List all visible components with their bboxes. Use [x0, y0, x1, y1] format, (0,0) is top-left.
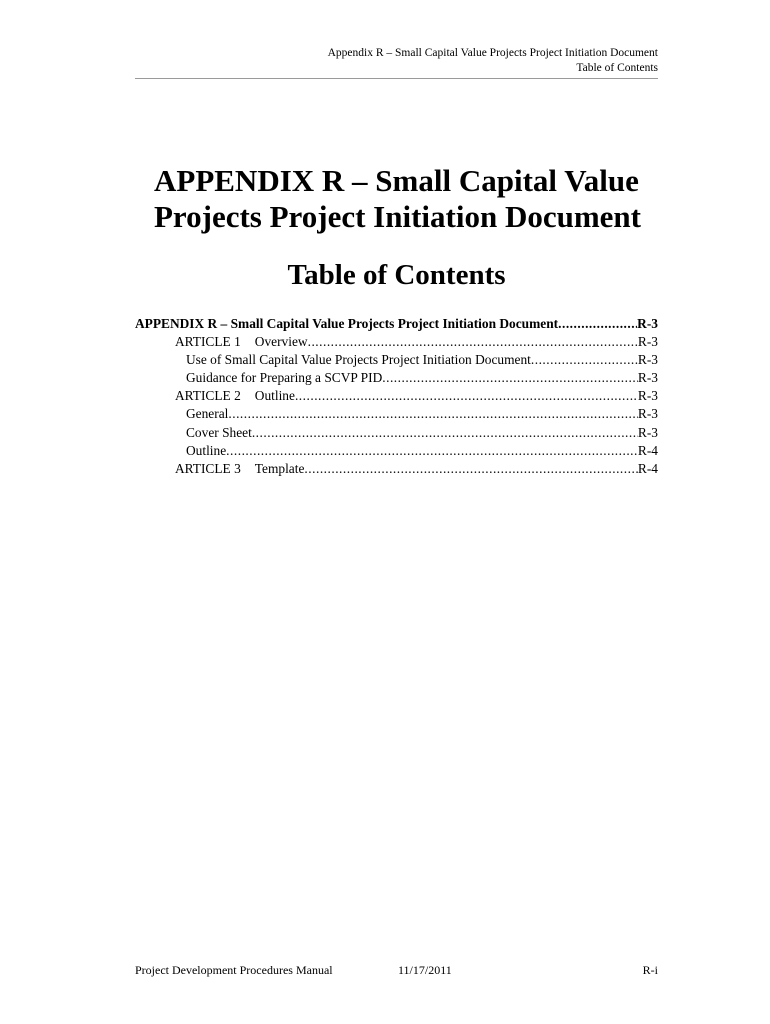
toc-entry-appendix-r[interactable]: [135, 316, 658, 334]
toc-entry-article-3[interactable]: [135, 461, 658, 479]
toc-entry-general[interactable]: [135, 406, 658, 424]
footer-manual-name: Project Development Procedures Manual: [135, 963, 333, 977]
toc-article-number: ARTICLE 1: [175, 334, 241, 350]
toc-dot-leader: [531, 352, 638, 368]
toc-entry-label: Guidance for Preparing a SCVP PID: [186, 370, 383, 386]
toc-dot-leader: [558, 316, 637, 332]
toc-entry-label: Outline: [186, 442, 227, 458]
toc-page-number: R-3: [637, 406, 658, 422]
toc-dot-leader: [252, 425, 638, 441]
toc-entry-label: Use of Small Capital Value Projects Project Initiation Document: [186, 352, 531, 368]
toc-dot-leader: [382, 370, 638, 386]
toc-dot-leader: [228, 406, 638, 422]
toc-dot-leader: [308, 334, 638, 350]
toc-page-number: R-3: [637, 352, 658, 368]
toc-article-title: Overview: [254, 334, 308, 350]
page-title: [154, 163, 714, 235]
footer-date: 11/17/2011: [398, 963, 452, 977]
toc-entry-label: [175, 388, 295, 404]
table-of-contents: [135, 316, 658, 479]
toc-entry-label: General: [186, 406, 229, 422]
header-section-title: Table of Contents: [576, 62, 658, 74]
toc-entry-article-2[interactable]: [135, 388, 658, 406]
running-footer: [135, 962, 658, 978]
page-title-line-1: APPENDIX R – Small Capital Value: [154, 163, 639, 198]
toc-entry-use-of-scvp-pid[interactable]: [135, 352, 658, 370]
toc-article-title: Template: [254, 460, 305, 476]
toc-entry-label: APPENDIX R – Small Capital Value Projects Project Initiation Document: [135, 316, 559, 331]
toc-entry-outline[interactable]: [135, 443, 658, 461]
toc-article-number: ARTICLE 2: [175, 388, 241, 404]
toc-page-number: R-3: [637, 370, 658, 386]
header-document-title: Appendix R – Small Capital Value Projects Project Initiation Document: [327, 47, 658, 59]
footer-page-number: R-i: [642, 963, 658, 977]
toc-page-number: R-4: [637, 460, 658, 476]
toc-entry-cover-sheet[interactable]: [135, 425, 658, 443]
toc-page-number: R-3: [637, 334, 658, 350]
page-title-line-2: Projects Project Initiation Document: [154, 199, 641, 234]
toc-entry-guidance[interactable]: [135, 370, 658, 388]
toc-dot-leader: [304, 461, 637, 477]
toc-page-number: R-4: [637, 442, 658, 458]
toc-heading: Table of Contents: [287, 259, 506, 291]
toc-page-number: R-3: [637, 388, 658, 404]
toc-entry-label: [175, 461, 304, 477]
toc-dot-leader: [295, 388, 638, 404]
toc-page-number: R-3: [637, 424, 658, 440]
toc-article-title: Outline: [254, 388, 295, 404]
toc-page-number: R-3: [637, 316, 658, 331]
toc-dot-leader: [226, 443, 638, 459]
toc-entry-article-1[interactable]: [135, 334, 658, 352]
toc-entry-label: Cover Sheet: [186, 424, 252, 440]
toc-article-number: ARTICLE 3: [175, 460, 241, 476]
running-header: [135, 46, 658, 79]
toc-entry-label: [175, 334, 308, 350]
